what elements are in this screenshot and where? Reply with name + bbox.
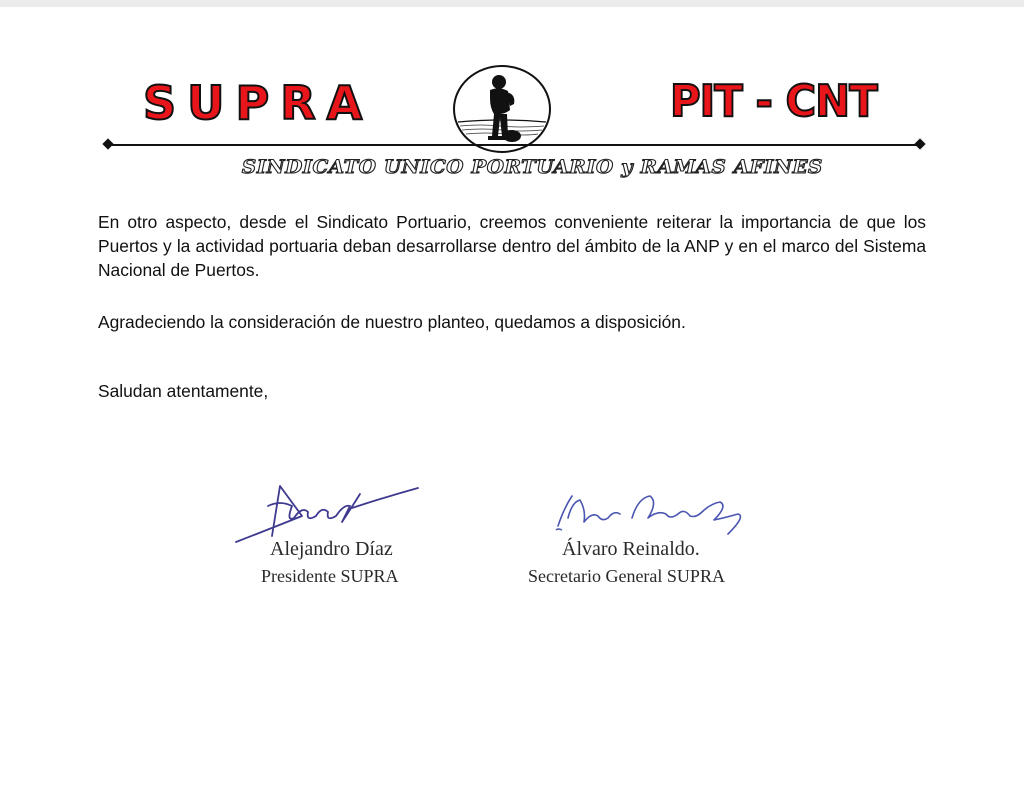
brand-left-logo: SUPRA bbox=[143, 76, 374, 130]
rule-end-left bbox=[102, 138, 113, 149]
body-paragraph-2: Agradeciendo la consideración de nuestro planteo, quedamos a disposición. bbox=[98, 312, 686, 332]
union-full-name: SINDICATO UNICO PORTUARIO y RAMAS AFINES bbox=[241, 156, 823, 178]
signatory-name-secretary: Álvaro Reinaldo. bbox=[562, 538, 700, 560]
signature-president-handwritten bbox=[232, 476, 428, 546]
body-paragraph-1: En otro aspecto, desde el Sindicato Portuario, creemos conveniente reiterar la importancia de que los Puertos y la actividad portuaria deban desarrollarse dentro del ámbito de la ANP y en el marco del Sistema Nacional de Puertos. bbox=[98, 212, 926, 280]
signature-block-president bbox=[232, 476, 428, 586]
letterhead-rule bbox=[108, 144, 922, 146]
signatory-role-secretary: Secretario General SUPRA bbox=[528, 566, 725, 586]
brand-right-logo: PIT - CNT bbox=[670, 76, 877, 127]
top-margin-strip bbox=[0, 0, 1024, 7]
signatory-role-president: Presidente SUPRA bbox=[261, 566, 399, 586]
dockworker-emblem-icon bbox=[450, 64, 554, 154]
signatory-name-president: Alejandro Díaz bbox=[270, 538, 393, 560]
rule-end-right bbox=[914, 138, 925, 149]
closing-salutation: Saludan atentamente, bbox=[98, 381, 269, 401]
signature-block-secretary bbox=[528, 488, 756, 588]
